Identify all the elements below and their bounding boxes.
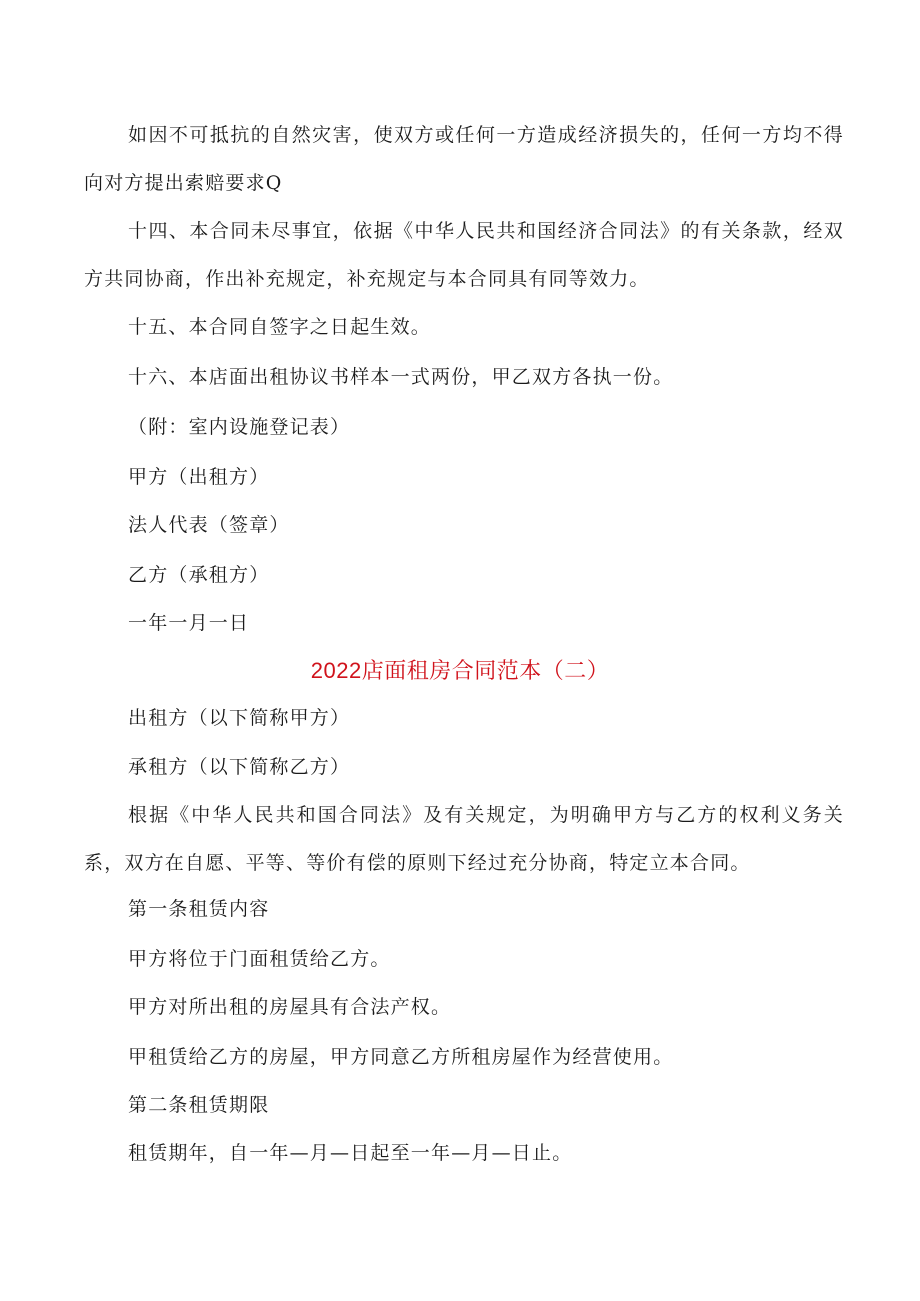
lessee-line: 承租方（以下简称乙方）: [128, 756, 351, 778]
paragraph-preamble: 根据《中华人民共和国合同法》及有关规定，为明确甲方与乙方的权利义务关系，双方在自愿、平等、等价有偿的原则下经过充分协商，特定立本合同。: [84, 804, 844, 874]
paragraph-force-majeure: 如因不可抵抗的自然灾害，使双方或任何一方造成经济损失的，任何一方均不得向对方提出索赔要求Q: [84, 124, 844, 194]
paragraph-clause-14: 十四、本合同未尽事宜，依据《中华人民共和国经济合同法》的有关条款，经双方共同协商，作出补充规定，补充规定与本合同具有同等效力。: [84, 220, 844, 290]
paragraph-clause-15: 十五、本合同自签字之日起生效。: [128, 316, 432, 338]
paragraph-lease-term: 租赁期年，自一年—月—日起至一年—月—日止。: [128, 1142, 573, 1164]
legal-representative-line: 法人代表（签章）: [128, 514, 290, 536]
date-line: 一年一月一日: [128, 612, 250, 634]
paragraph-lease-location: 甲方将位于门面租赁给乙方。: [128, 948, 391, 970]
section-heading: 2022店面租房合同范本（二）: [310, 658, 610, 683]
lessor-line: 出租方（以下简称甲方）: [128, 707, 351, 729]
party-a-line: 甲方（出租方）: [128, 466, 270, 488]
paragraph-business-use: 甲租赁给乙方的房屋，甲方同意乙方所租房屋作为经营使用。: [128, 1046, 674, 1068]
article-1-title: 第一条租赁内容: [128, 898, 270, 920]
paragraph-property-rights: 甲方对所出租的房屋具有合法产权。: [128, 996, 452, 1018]
article-2-title: 第二条租赁期限: [128, 1094, 270, 1116]
paragraph-attachment-note: （附：室内设施登记表）: [128, 416, 351, 438]
paragraph-clause-16: 十六、本店面出租协议书样本一式两份，甲乙双方各执一份。: [128, 366, 674, 388]
party-b-line: 乙方（承租方）: [128, 564, 270, 586]
